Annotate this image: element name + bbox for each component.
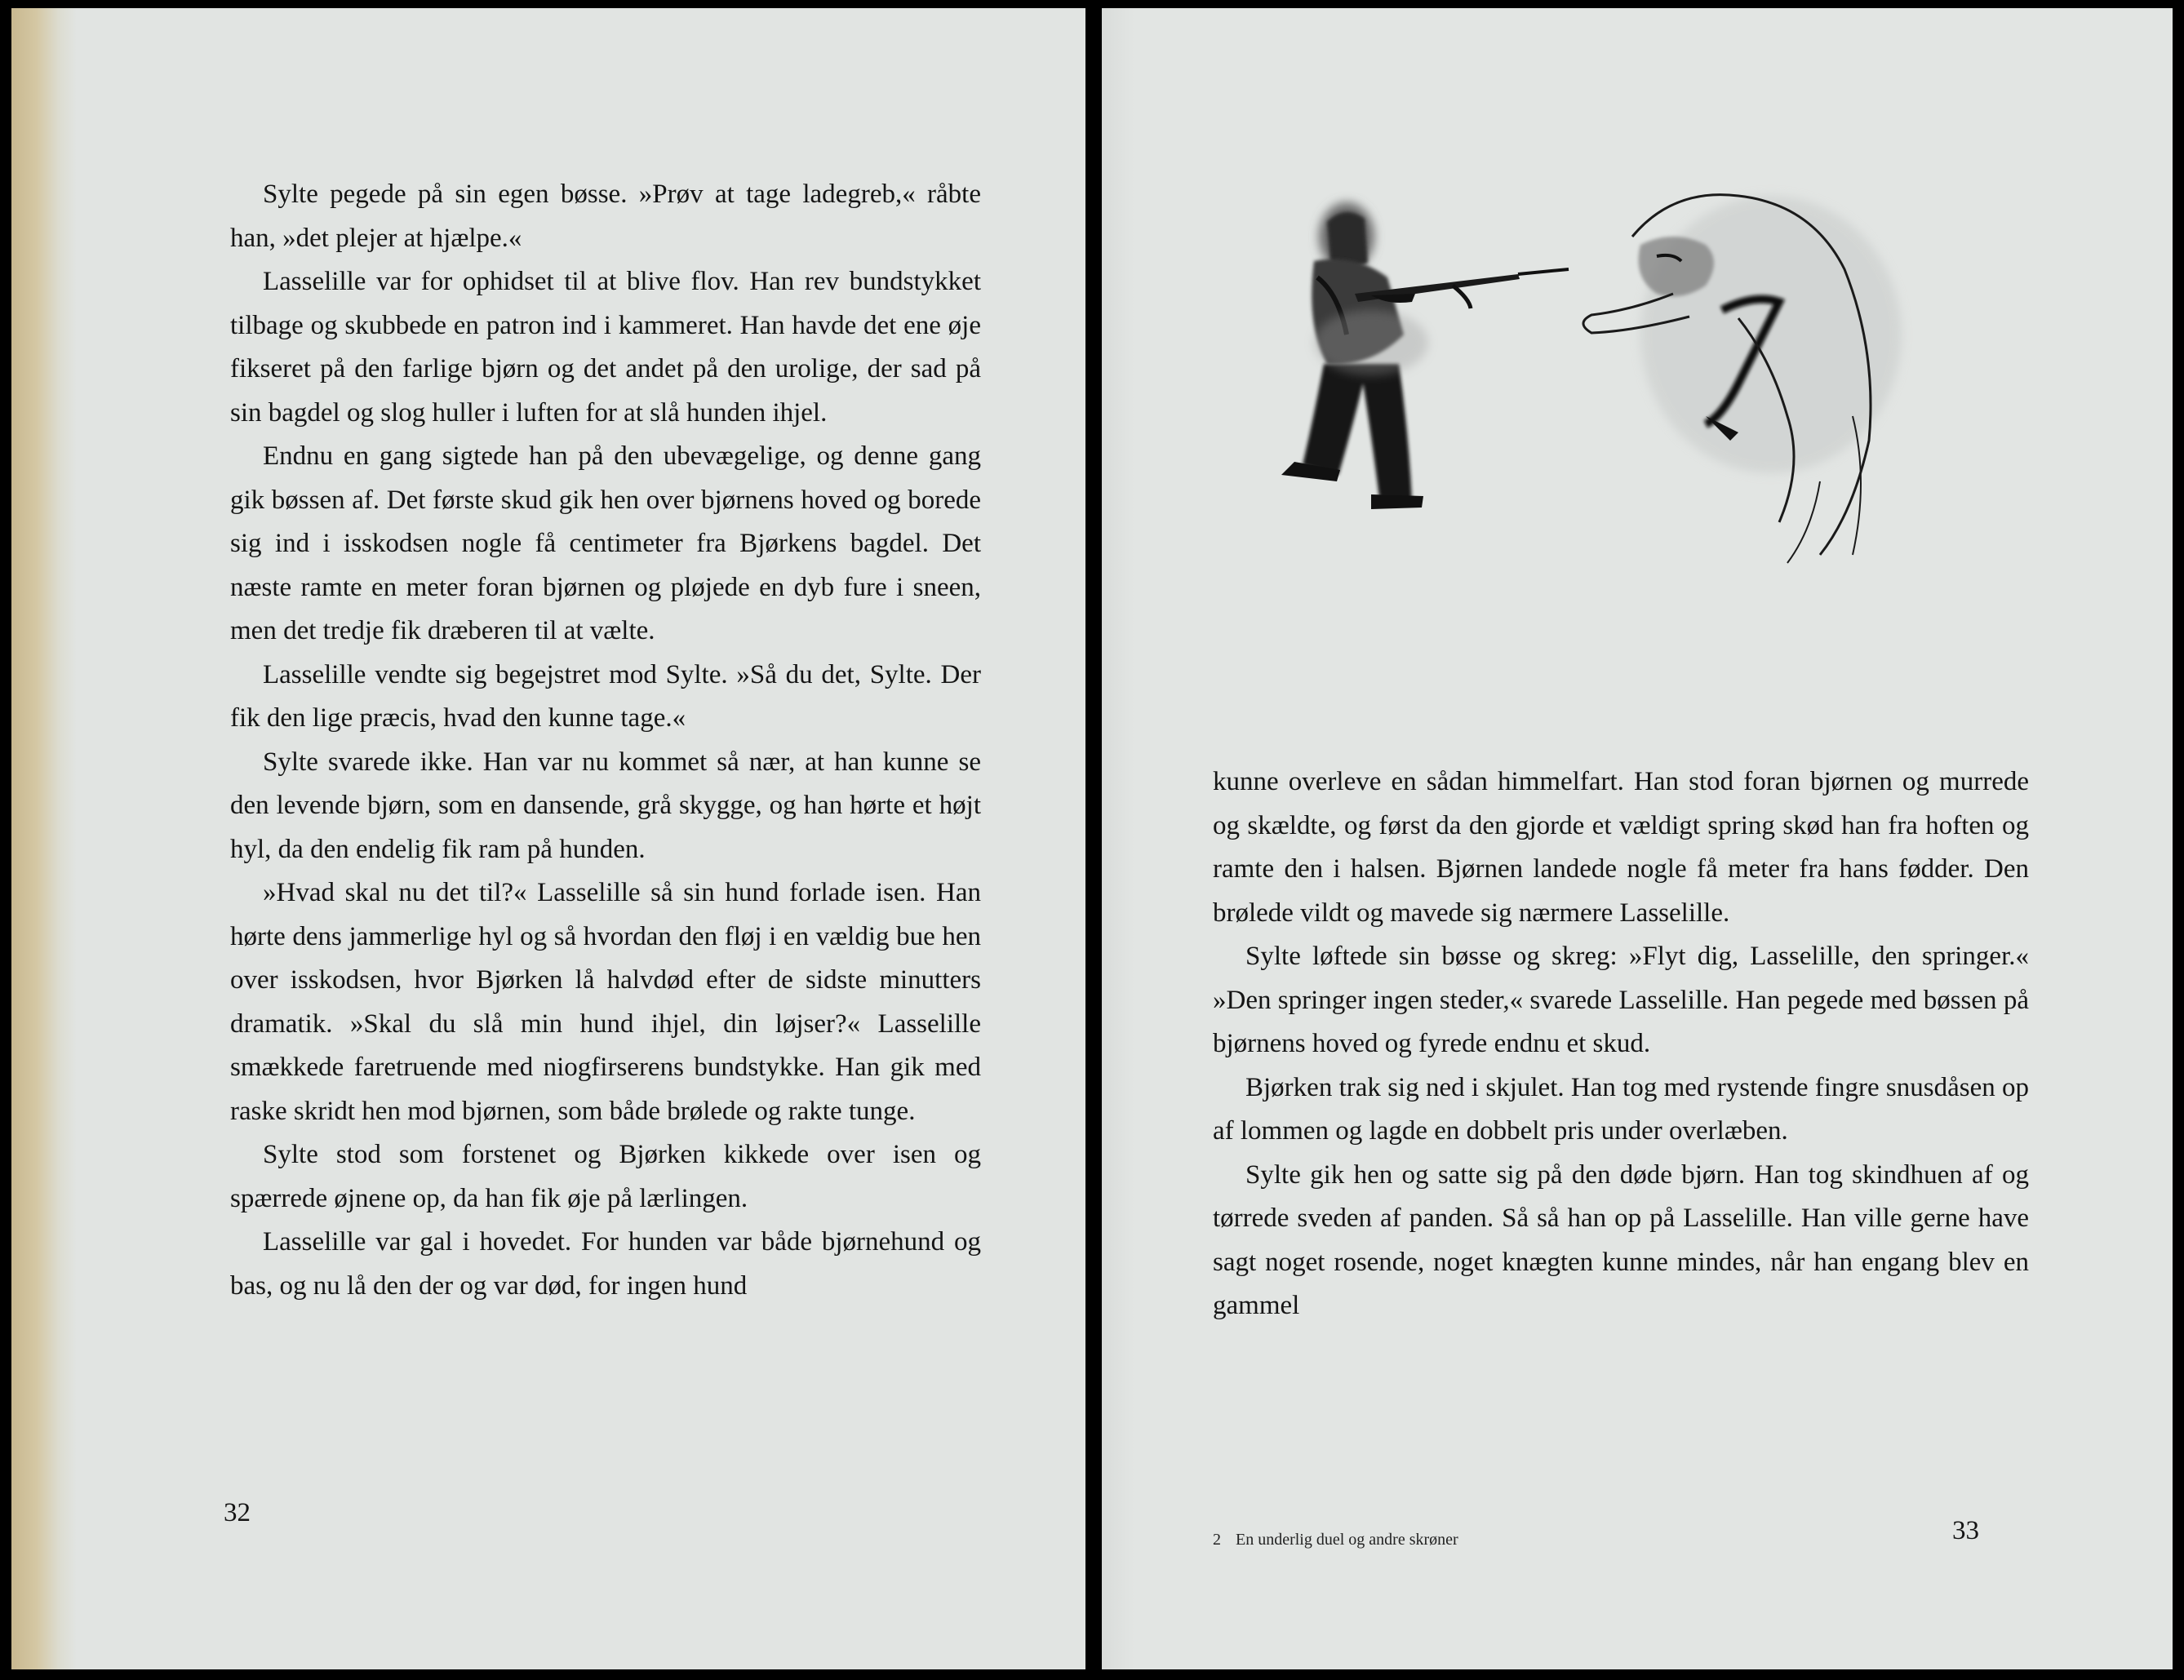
page-number-left: 32 [224,1498,251,1527]
paragraph: Sylte løftede sin bøsse og skreg: »Flyt dig, Lasselille, den springer.« »Den springer ingen steder,« svarede Lasselille. Han pegede med bøssen på bjørnens hoved og fyrede endnu et skud. [1213,942,2029,1058]
bear-figure [1583,195,1902,563]
running-footer [1213,1531,1458,1549]
signature-number: 2 [1213,1531,1221,1549]
paragraph: kunne overleve en sådan himmelfart. Han stod foran bjørnen og murrede og skældte, og først da den gjorde et vældigt spring skød han fra hoften og ramte den i halsen. Bjørnen landede nogle få meter fra hans fødder. Den brølede vildt og mavede sig nærmere Lasselille. [1213,767,2029,928]
paragraph: »Hvad skal nu det til?« Lasselille så sin hund forlade isen. Han hørte dens jammerlige hyl og så hvordan den fløj i en vældig bue hen over isskodsen, hvor Bjørken lå halvdød efter de sidste minutters dramatik. »Skal du slå min hund ihjel, din løjser?« Lasselille smækkede faretruende med niogfirserens bundstykke. Han gik med raske skridt hen mod bjørnen, som både brølede og rakte tunge. [230,878,981,1126]
left-page-text [230,173,981,1308]
paragraph: Lasselille var for ophidset til at blive flov. Han rev bundstykket tilbage og skubbede en patron ind i kammeret. Han havde det ene øje fikseret på den farlige bjørn og det andet på den urolige, der sad på sin bagdel og slog huller i luften for at slå hunden ihjel. [230,267,981,428]
right-page-text [1213,760,2029,1328]
right-page [1102,8,2173,1669]
paragraph: Lasselille var gal i hovedet. For hunden var både bjørnehund og bas, og nu lå den der og var død, for ingen hund [230,1227,981,1301]
paragraph: Sylte pegede på sin egen bøsse. »Prøv at tage ladegreb,« råbte han, »det plejer at hjælpe.« [230,180,981,253]
paragraph: Sylte gik hen og satte sig på den døde bjørn. Han tog skindhuen af og tørrede sveden af panden. Så så han op på Lasselille. Han ville gerne have sagt noget rosende, noget knægten kunne mindes, når han engang blev en gammel [1213,1159,2029,1320]
paragraph: Lasselille vendte sig begejstret mod Sylte. »Så du det, Sylte. Der fik den lige præcis, hvad den kunne tage.« [230,659,981,733]
hunter-figure [1281,202,1428,509]
paragraph: Sylte stod som forstenet og Bjørken kikkede over isen og spærrede øjnene op, da han fik øje på lærlingen. [230,1140,981,1213]
page-number-right: 33 [1952,1516,1979,1545]
paragraph: Bjørken trak sig ned i skjulet. Han tog med rystende fingre snusdåsen op af lommen og lagde en dobbelt pris under overlæben. [1213,1072,2029,1146]
paragraph: Sylte svarede ikke. Han var nu kommet så nær, at han kunne se den levende bjørn, som en dansende, grå skygge, og han hørte et højt hyl, da den endelig fik ram på hunden. [230,747,981,864]
paragraph: Endnu en gang sigtede han på den ubevægelige, og denne gang gik bøssen af. Det første skud gik hen over bjørnens hoved og borede sig ind i isskodsen nogle få centimeter fra Bjørkens bagdel. Det næste ramte en meter foran bjørnen og pløjede en dyb fure i sneen, men det tredje fik dræberen til at vælte. [230,441,981,645]
book-title: En underlig duel og andre skrøner [1236,1531,1458,1549]
left-page [11,8,1085,1669]
hunter-and-bear-illustration [1249,171,1983,677]
